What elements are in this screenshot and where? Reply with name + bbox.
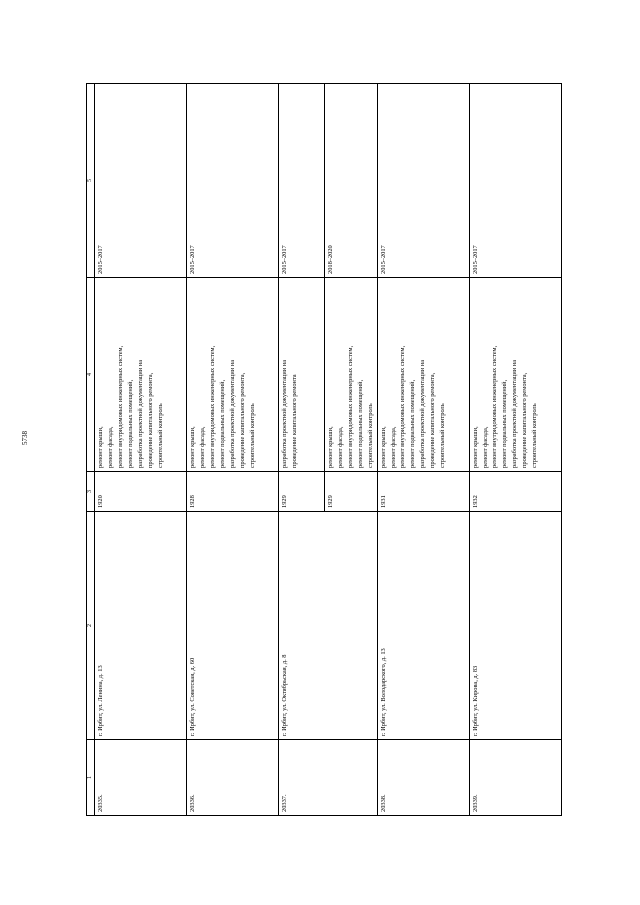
page-number: 5738 (21, 431, 29, 445)
build-year-cell: 1932 (469, 472, 561, 512)
work-item: ремонт подвальных помещений, (501, 379, 509, 468)
work-item: разработка проектной документации на (419, 359, 427, 468)
table-wrapper (86, 84, 555, 816)
table-row (187, 84, 279, 816)
works-cell (279, 278, 325, 472)
work-item: ремонт крыши, (97, 426, 104, 468)
column-header-1: 1 (87, 740, 95, 816)
work-item: ремонт крыши, (379, 426, 387, 468)
address-cell: г. Ирбит, ул. Ленина, д. 13 (95, 512, 187, 740)
work-item: ремонт фасада, (198, 426, 206, 468)
work-item: ремонт фасада, (336, 426, 344, 468)
work-item: ремонт внутридомовых инженерных систем, (116, 345, 124, 468)
column-number-header (87, 84, 95, 816)
work-item: ремонт внутридомовых инженерных систем, (208, 345, 216, 468)
column-header-4: 4 (87, 278, 95, 472)
works-cell (325, 278, 378, 472)
row-number-cell: 20339. (469, 740, 561, 816)
column-header-2: 2 (87, 512, 95, 740)
table-row (95, 84, 187, 816)
build-year-cell: 1929 (279, 472, 325, 512)
address-cell: г. Ирбит, ул. Володарского, д. 13 (377, 512, 469, 740)
period-cell: 2015–2017 (187, 84, 279, 278)
works-cell (469, 278, 561, 472)
period-cell: 2015–2017 (95, 84, 187, 278)
work-item: ремонт фасада, (389, 426, 397, 468)
work-item: проведение капитального ремонта, (521, 372, 529, 468)
work-item: разработка проектной документации на (511, 359, 519, 468)
work-item: ремонт крыши, (471, 426, 479, 468)
row-number-cell: 20335. (95, 740, 187, 816)
works-cell (377, 278, 469, 472)
work-item: проведение капитального ремонта, (146, 372, 154, 468)
build-year-cell: 1931 (377, 472, 469, 512)
row-number-cell: 20338. (377, 740, 469, 816)
build-year-cell: 1928 (187, 472, 279, 512)
work-item: ремонт крыши, (189, 426, 196, 468)
work-item: ремонт подвальных помещений, (218, 379, 226, 468)
address-cell: г. Ирбит, ул. Октябрьская, д. 8 (279, 512, 378, 740)
work-item: ремонт подвальных помещений, (409, 379, 417, 468)
work-item: проведение капитального ремонта, (429, 372, 437, 468)
table-row (377, 84, 469, 816)
work-item: разработка проектной документации на (228, 359, 236, 468)
address-cell: г. Ирбит, ул. Кирова, д. 83 (469, 512, 561, 740)
repair-schedule-table (86, 83, 562, 816)
work-item: ремонт фасада, (481, 426, 489, 468)
work-item: разработка проектной документации на (281, 359, 288, 468)
work-item: разработка проектной документации на (136, 359, 144, 468)
work-item: ремонт фасада, (106, 426, 114, 468)
build-year-cell: 1920 (95, 472, 187, 512)
work-item: ремонт подвальных помещений, (356, 379, 364, 468)
period-cell: 2015–2017 (279, 84, 325, 278)
period-cell: 2015–2017 (469, 84, 561, 278)
row-number-cell: 20336. (187, 740, 279, 816)
table-body (95, 84, 562, 816)
work-item: проведение капитального ремонта (290, 374, 298, 468)
table-row (279, 84, 325, 816)
column-header-3: 3 (87, 472, 95, 512)
work-item: строительный контроль (366, 403, 374, 468)
work-item: строительный контроль (531, 403, 539, 468)
work-item: ремонт крыши, (327, 426, 334, 468)
build-year-cell: 1929 (325, 472, 378, 512)
work-item: проведение капитального ремонта, (238, 372, 246, 468)
work-item: ремонт подвальных помещений, (126, 379, 134, 468)
column-header-5: 5 (87, 84, 95, 278)
work-item: строительный контроль (156, 403, 164, 468)
row-number-cell: 20337. (279, 740, 378, 816)
work-item: ремонт внутридомовых инженерных систем, (399, 345, 407, 468)
period-cell: 2018–2020 (325, 84, 378, 278)
works-cell (187, 278, 279, 472)
address-cell: г. Ирбит, ул. Советская, д. 60 (187, 512, 279, 740)
work-item: ремонт внутридомовых инженерных систем, (491, 345, 499, 468)
work-item: строительный контроль (248, 403, 256, 468)
period-cell: 2015–2017 (377, 84, 469, 278)
rotated-table-frame (86, 84, 555, 816)
work-item: ремонт внутридомовых инженерных систем, (346, 345, 354, 468)
table-row (469, 84, 561, 816)
work-item: строительный контроль (439, 403, 447, 468)
works-cell (95, 278, 187, 472)
